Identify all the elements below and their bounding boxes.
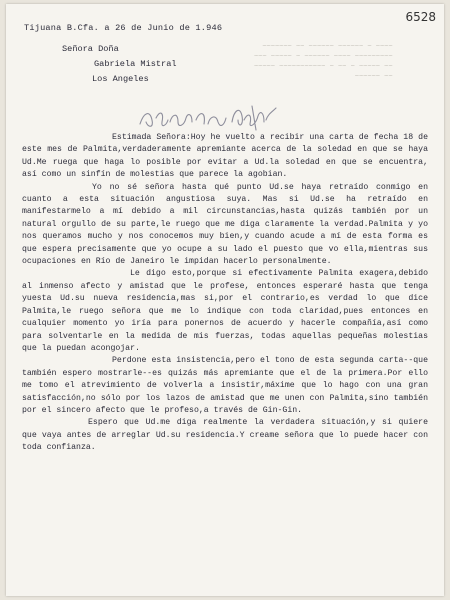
handwritten-annotation — [134, 98, 284, 136]
date-line: Tijuana B.Cfa. a 26 de Junio de 1.946 — [24, 23, 223, 33]
paragraph: Le digo esto,porque si efectivamente Palmita exagera,debido al inmenso afecto y amistad que le profese, entonces esperaré hasta que tenga yuesta Ud.su nueva residencia,mas si,por el contrario,es verdad lo que dice Palmita,le ruego señora que me lo indique con toda claridad,pues entonces en cualquier momento yo iría para ponernos de acuerdo y hacerle compañía,así como para solventarle en la medida de mis fuerzas, todas aquellas pequeñas molestias que la puedan acongojar. — [22, 269, 428, 353]
paragraph: Yo no sé señora hasta qué punto Ud.se haya retraído conmigo en cuanto a esta situación angustiosa suya. Mas si Ud.se ha retraído en manifestarmelo a mí debido a mil circunstancias,hasta quizás también por un natural orgullo de su parte,le ruego que me diga claramente la verdad.Palmita y yo nos queramos mucho y nos conocemos muy bien,y cuando acude a mí de esta forma es que espera precisamente que yo ocupe a su lado el puesto que vo ella,mientras sus ocupaciones en Río de Janeiro le impidan hacerlo personalmente. — [22, 182, 428, 267]
archive-number: 6528 — [405, 10, 436, 24]
bleed-through-texture: ~~~~ ~ ~~~~~~ ~~~~~~ ~~ ~~~~~~~ ~~~~~~~~~ ~~~~ ~~~~~~ ~ ~~~~~ ~~~ ~~ ~~~~~ ~ ~~ ~ ~~~~~~~~~~~ ~~~~~ ~~ ~~~~~~ — [254, 43, 393, 81]
addressee-city: Los Angeles — [92, 74, 149, 84]
letter-body — [22, 132, 428, 455]
paragraph: Espero que Ud.me diga realmente la verdadera situación,y si quiere que vaya antes de arreglar Ud.su residencia.Y creame señora que lo puede hacer con toda confianza. — [22, 418, 428, 453]
paragraph: Perdone esta insistencia,pero el tono de esta segunda carta--que también espero mostrarle--es quizás más apremiante que el de la primera.Por ello me tomo el atrevimiento de volverla a insistir,máxime que lo hago con una gran satisfacción,no sólo por los lazos de amistad que me unen con Palmita,sino también por el sincero afecto que le profeso,a través de Gin-Gin. — [22, 356, 428, 415]
addressee-salutation: Señora Doña — [62, 44, 119, 54]
letter-page — [6, 4, 444, 596]
paragraph: Estimada Señora:Hoy he vuelto a recibir una carta de fecha 18 de este mes de Palmita,verdaderamente apremiante acerca de la soledad en que se haya Ud.Me ruega que haga lo posible por evitar a Ud.la soledad en que se encuentra, así como un sinfín de molestias que parece la agobian. — [22, 133, 428, 180]
addressee-name: Gabriela Mistral — [94, 59, 177, 69]
